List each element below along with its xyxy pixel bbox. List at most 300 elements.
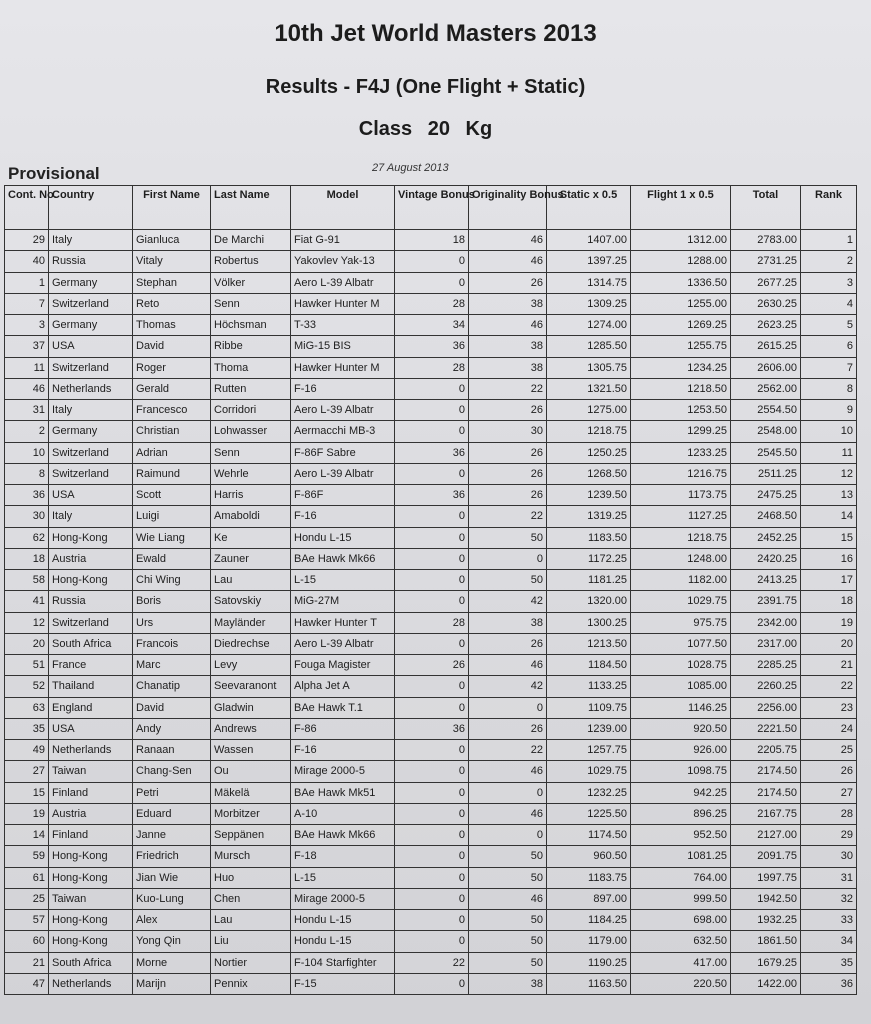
last-name-cell: Mäkelä <box>211 782 291 803</box>
last-name-cell: Senn <box>211 293 291 314</box>
vintage-bonus-cell: 0 <box>395 782 469 803</box>
column-header-rank: Rank <box>801 186 857 230</box>
cont-no-cell: 21 <box>5 952 49 973</box>
originality-bonus-cell: 0 <box>469 548 547 569</box>
rank-cell: 30 <box>801 846 857 867</box>
total-cell: 2554.50 <box>731 400 801 421</box>
first-name-cell: Adrian <box>133 442 211 463</box>
table-row <box>5 463 857 484</box>
last-name-cell: De Marchi <box>211 230 291 251</box>
originality-bonus-cell: 50 <box>469 952 547 973</box>
total-cell: 2731.25 <box>731 251 801 272</box>
table-row <box>5 230 857 251</box>
model-cell: Aero L-39 Albatr <box>291 463 395 484</box>
country-cell: Hong-Kong <box>49 931 133 952</box>
total-cell: 2091.75 <box>731 846 801 867</box>
rank-cell: 28 <box>801 803 857 824</box>
class-value: 20 <box>427 118 450 140</box>
rank-cell: 13 <box>801 485 857 506</box>
total-cell: 2260.25 <box>731 676 801 697</box>
table-row <box>5 803 857 824</box>
model-cell: MiG-27M <box>291 591 395 612</box>
vintage-bonus-cell: 0 <box>395 400 469 421</box>
vintage-bonus-cell: 18 <box>395 230 469 251</box>
total-cell: 2174.50 <box>731 782 801 803</box>
country-cell: Italy <box>49 400 133 421</box>
model-cell: BAe Hawk Mk66 <box>291 548 395 569</box>
static-cell: 1172.25 <box>547 548 631 569</box>
last-name-cell: Senn <box>211 442 291 463</box>
static-cell: 1232.25 <box>547 782 631 803</box>
cont-no-cell: 1 <box>5 272 49 293</box>
total-cell: 2221.50 <box>731 718 801 739</box>
vintage-bonus-cell: 0 <box>395 591 469 612</box>
country-cell: Finland <box>49 782 133 803</box>
cont-no-cell: 41 <box>5 591 49 612</box>
first-name-cell: David <box>133 697 211 718</box>
originality-bonus-cell: 38 <box>469 336 547 357</box>
total-cell: 1422.00 <box>731 973 801 994</box>
country-cell: Netherlands <box>49 740 133 761</box>
static-cell: 1239.50 <box>547 485 631 506</box>
last-name-cell: Thoma <box>211 357 291 378</box>
cont-no-cell: 36 <box>5 485 49 506</box>
static-cell: 1225.50 <box>547 803 631 824</box>
total-cell: 2623.25 <box>731 315 801 336</box>
first-name-cell: Ranaan <box>133 740 211 761</box>
cont-no-cell: 63 <box>5 697 49 718</box>
flight-cell: 1081.25 <box>631 846 731 867</box>
last-name-cell: Lau <box>211 570 291 591</box>
total-cell: 1932.25 <box>731 910 801 931</box>
rank-cell: 2 <box>801 251 857 272</box>
model-cell: BAe Hawk Mk51 <box>291 782 395 803</box>
country-cell: Russia <box>49 591 133 612</box>
first-name-cell: Andy <box>133 718 211 739</box>
country-cell: Switzerland <box>49 463 133 484</box>
cont-no-cell: 47 <box>5 973 49 994</box>
cont-no-cell: 57 <box>5 910 49 931</box>
country-cell: Hong-Kong <box>49 910 133 931</box>
total-cell: 2391.75 <box>731 591 801 612</box>
table-row <box>5 527 857 548</box>
first-name-cell: Janne <box>133 825 211 846</box>
cont-no-cell: 51 <box>5 655 49 676</box>
static-cell: 897.00 <box>547 888 631 909</box>
last-name-cell: Pennix <box>211 973 291 994</box>
static-cell: 1179.00 <box>547 931 631 952</box>
vintage-bonus-cell: 0 <box>395 527 469 548</box>
vintage-bonus-cell: 28 <box>395 612 469 633</box>
table-row <box>5 633 857 654</box>
static-cell: 1257.75 <box>547 740 631 761</box>
cont-no-cell: 60 <box>5 931 49 952</box>
static-cell: 1407.00 <box>547 230 631 251</box>
vintage-bonus-cell: 0 <box>395 548 469 569</box>
static-cell: 1397.25 <box>547 251 631 272</box>
originality-bonus-cell: 50 <box>469 910 547 931</box>
last-name-cell: Amaboldi <box>211 506 291 527</box>
rank-cell: 17 <box>801 570 857 591</box>
rank-cell: 1 <box>801 230 857 251</box>
column-header-model: Model <box>291 186 395 230</box>
total-cell: 2452.25 <box>731 527 801 548</box>
table-row <box>5 761 857 782</box>
model-cell: Alpha Jet A <box>291 676 395 697</box>
last-name-cell: Diedrechse <box>211 633 291 654</box>
table-row <box>5 782 857 803</box>
table-row <box>5 336 857 357</box>
last-name-cell: Ou <box>211 761 291 782</box>
cont-no-cell: 40 <box>5 251 49 272</box>
cont-no-cell: 15 <box>5 782 49 803</box>
originality-bonus-cell: 50 <box>469 931 547 952</box>
table-row <box>5 315 857 336</box>
provisional-label: Provisional <box>8 164 100 183</box>
rank-cell: 10 <box>801 421 857 442</box>
model-cell: L-15 <box>291 867 395 888</box>
last-name-cell: Völker <box>211 272 291 293</box>
flight-cell: 920.50 <box>631 718 731 739</box>
total-cell: 1679.25 <box>731 952 801 973</box>
total-cell: 2420.25 <box>731 548 801 569</box>
model-cell: F-16 <box>291 506 395 527</box>
table-row <box>5 421 857 442</box>
rank-cell: 24 <box>801 718 857 739</box>
class-unit: Kg <box>465 118 493 140</box>
cont-no-cell: 19 <box>5 803 49 824</box>
flight-cell: 1233.25 <box>631 442 731 463</box>
last-name-cell: Höchsman <box>211 315 291 336</box>
originality-bonus-cell: 22 <box>469 506 547 527</box>
static-cell: 1183.75 <box>547 867 631 888</box>
model-cell: BAe Hawk Mk66 <box>291 825 395 846</box>
first-name-cell: Raimund <box>133 463 211 484</box>
flight-cell: 1312.00 <box>631 230 731 251</box>
originality-bonus-cell: 46 <box>469 315 547 336</box>
total-cell: 2256.00 <box>731 697 801 718</box>
country-cell: Switzerland <box>49 612 133 633</box>
model-cell: T-33 <box>291 315 395 336</box>
vintage-bonus-cell: 0 <box>395 697 469 718</box>
total-cell: 2548.00 <box>731 421 801 442</box>
country-cell: Taiwan <box>49 888 133 909</box>
total-cell: 2606.00 <box>731 357 801 378</box>
model-cell: Hondu L-15 <box>291 931 395 952</box>
originality-bonus-cell: 26 <box>469 463 547 484</box>
originality-bonus-cell: 38 <box>469 973 547 994</box>
last-name-cell: Wassen <box>211 740 291 761</box>
country-cell: USA <box>49 485 133 506</box>
table-row <box>5 485 857 506</box>
rank-cell: 21 <box>801 655 857 676</box>
vintage-bonus-cell: 22 <box>395 952 469 973</box>
cont-no-cell: 29 <box>5 230 49 251</box>
static-cell: 1183.50 <box>547 527 631 548</box>
rank-cell: 33 <box>801 910 857 931</box>
cont-no-cell: 30 <box>5 506 49 527</box>
static-cell: 1319.25 <box>547 506 631 527</box>
class-line <box>0 118 851 141</box>
flight-cell: 1029.75 <box>631 591 731 612</box>
model-cell: F-104 Starfighter <box>291 952 395 973</box>
total-cell: 2174.50 <box>731 761 801 782</box>
cont-no-cell: 14 <box>5 825 49 846</box>
total-cell: 2677.25 <box>731 272 801 293</box>
model-cell: F-86 <box>291 718 395 739</box>
vintage-bonus-cell: 0 <box>395 825 469 846</box>
vintage-bonus-cell: 0 <box>395 463 469 484</box>
rank-cell: 9 <box>801 400 857 421</box>
originality-bonus-cell: 26 <box>469 633 547 654</box>
flight-cell: 896.25 <box>631 803 731 824</box>
first-name-cell: Kuo-Lung <box>133 888 211 909</box>
last-name-cell: Chen <box>211 888 291 909</box>
static-cell: 1275.00 <box>547 400 631 421</box>
model-cell: F-16 <box>291 378 395 399</box>
flight-cell: 417.00 <box>631 952 731 973</box>
cont-no-cell: 35 <box>5 718 49 739</box>
model-cell: Aermacchi MB-3 <box>291 421 395 442</box>
cont-no-cell: 20 <box>5 633 49 654</box>
static-cell: 960.50 <box>547 846 631 867</box>
model-cell: Hawker Hunter T <box>291 612 395 633</box>
table-row <box>5 825 857 846</box>
column-header-originality-bonus: Originality Bonus <box>469 186 547 230</box>
first-name-cell: David <box>133 336 211 357</box>
vintage-bonus-cell: 34 <box>395 315 469 336</box>
last-name-cell: Seevaranont <box>211 676 291 697</box>
table-row <box>5 293 857 314</box>
static-cell: 1309.25 <box>547 293 631 314</box>
last-name-cell: Lau <box>211 910 291 931</box>
model-cell: BAe Hawk T.1 <box>291 697 395 718</box>
total-cell: 2127.00 <box>731 825 801 846</box>
flight-cell: 220.50 <box>631 973 731 994</box>
country-cell: Germany <box>49 315 133 336</box>
rank-cell: 26 <box>801 761 857 782</box>
flight-cell: 942.25 <box>631 782 731 803</box>
vintage-bonus-cell: 28 <box>395 357 469 378</box>
originality-bonus-cell: 46 <box>469 655 547 676</box>
static-cell: 1274.00 <box>547 315 631 336</box>
vintage-bonus-cell: 0 <box>395 272 469 293</box>
column-header-total: Total <box>731 186 801 230</box>
table-row <box>5 888 857 909</box>
cont-no-cell: 11 <box>5 357 49 378</box>
rank-cell: 8 <box>801 378 857 399</box>
static-cell: 1181.25 <box>547 570 631 591</box>
rank-cell: 15 <box>801 527 857 548</box>
flight-cell: 1077.50 <box>631 633 731 654</box>
vintage-bonus-cell: 0 <box>395 803 469 824</box>
column-header-flight: Flight 1 x 0.5 <box>631 186 731 230</box>
first-name-cell: Friedrich <box>133 846 211 867</box>
flight-cell: 1253.50 <box>631 400 731 421</box>
flight-cell: 698.00 <box>631 910 731 931</box>
first-name-cell: Morne <box>133 952 211 973</box>
originality-bonus-cell: 42 <box>469 591 547 612</box>
vintage-bonus-cell: 0 <box>395 506 469 527</box>
flight-cell: 1085.00 <box>631 676 731 697</box>
table-body <box>5 230 857 995</box>
table-row <box>5 251 857 272</box>
document-title: 10th Jet World Masters 2013 <box>274 20 597 47</box>
column-header-first-name: First Name <box>133 186 211 230</box>
first-name-cell: Francois <box>133 633 211 654</box>
rank-cell: 19 <box>801 612 857 633</box>
total-cell: 2630.25 <box>731 293 801 314</box>
first-name-cell: Stephan <box>133 272 211 293</box>
originality-bonus-cell: 0 <box>469 697 547 718</box>
rank-cell: 23 <box>801 697 857 718</box>
column-header-country: Country <box>49 186 133 230</box>
originality-bonus-cell: 38 <box>469 357 547 378</box>
rank-cell: 27 <box>801 782 857 803</box>
first-name-cell: Reto <box>133 293 211 314</box>
rank-cell: 18 <box>801 591 857 612</box>
first-name-cell: Alex <box>133 910 211 931</box>
flight-cell: 1248.00 <box>631 548 731 569</box>
static-cell: 1268.50 <box>547 463 631 484</box>
country-cell: Hong-Kong <box>49 846 133 867</box>
cont-no-cell: 59 <box>5 846 49 867</box>
static-cell: 1184.25 <box>547 910 631 931</box>
last-name-cell: Satovskiy <box>211 591 291 612</box>
last-name-cell: Seppänen <box>211 825 291 846</box>
total-cell: 2545.50 <box>731 442 801 463</box>
country-cell: Finland <box>49 825 133 846</box>
flight-cell: 1255.75 <box>631 336 731 357</box>
first-name-cell: Luigi <box>133 506 211 527</box>
flight-cell: 1218.50 <box>631 378 731 399</box>
table-row <box>5 973 857 994</box>
vintage-bonus-cell: 0 <box>395 867 469 888</box>
cont-no-cell: 27 <box>5 761 49 782</box>
vintage-bonus-cell: 0 <box>395 740 469 761</box>
model-cell: Fouga Magister <box>291 655 395 676</box>
vintage-bonus-cell: 0 <box>395 251 469 272</box>
model-cell: Aero L-39 Albatr <box>291 272 395 293</box>
table-row <box>5 378 857 399</box>
vintage-bonus-cell: 28 <box>395 293 469 314</box>
vintage-bonus-cell: 36 <box>395 442 469 463</box>
originality-bonus-cell: 26 <box>469 485 547 506</box>
total-cell: 1861.50 <box>731 931 801 952</box>
static-cell: 1218.75 <box>547 421 631 442</box>
model-cell: Hawker Hunter M <box>291 357 395 378</box>
first-name-cell: Chanatip <box>133 676 211 697</box>
country-cell: Netherlands <box>49 973 133 994</box>
flight-cell: 926.00 <box>631 740 731 761</box>
static-cell: 1184.50 <box>547 655 631 676</box>
static-cell: 1314.75 <box>547 272 631 293</box>
total-cell: 2317.00 <box>731 633 801 654</box>
rank-cell: 11 <box>801 442 857 463</box>
originality-bonus-cell: 26 <box>469 400 547 421</box>
model-cell: Fiat G-91 <box>291 230 395 251</box>
rank-cell: 7 <box>801 357 857 378</box>
country-cell: Hong-Kong <box>49 867 133 888</box>
rank-cell: 12 <box>801 463 857 484</box>
document-subtitle: Results - F4J (One Flight + Static) <box>265 76 586 98</box>
vintage-bonus-cell: 0 <box>395 910 469 931</box>
model-cell: Yakovlev Yak-13 <box>291 251 395 272</box>
table-row <box>5 846 857 867</box>
rank-cell: 22 <box>801 676 857 697</box>
column-header-cont-no: Cont. No. <box>5 186 49 230</box>
country-cell: England <box>49 697 133 718</box>
originality-bonus-cell: 46 <box>469 761 547 782</box>
table-row <box>5 612 857 633</box>
rank-cell: 36 <box>801 973 857 994</box>
table-row <box>5 442 857 463</box>
class-label: Class <box>358 118 413 140</box>
total-cell: 1997.75 <box>731 867 801 888</box>
flight-cell: 1336.50 <box>631 272 731 293</box>
model-cell: Mirage 2000-5 <box>291 888 395 909</box>
flight-cell: 1234.25 <box>631 357 731 378</box>
first-name-cell: Ewald <box>133 548 211 569</box>
country-cell: Austria <box>49 548 133 569</box>
last-name-cell: Liu <box>211 931 291 952</box>
first-name-cell: Petri <box>133 782 211 803</box>
total-cell: 2285.25 <box>731 655 801 676</box>
column-header-static: Static x 0.5 <box>547 186 631 230</box>
vintage-bonus-cell: 36 <box>395 336 469 357</box>
table-row <box>5 740 857 761</box>
static-cell: 1109.75 <box>547 697 631 718</box>
last-name-cell: Wehrle <box>211 463 291 484</box>
rank-cell: 25 <box>801 740 857 761</box>
total-cell: 2468.50 <box>731 506 801 527</box>
column-header-vintage-bonus: Vintage Bonus <box>395 186 469 230</box>
total-cell: 2615.25 <box>731 336 801 357</box>
total-cell: 2783.00 <box>731 230 801 251</box>
first-name-cell: Urs <box>133 612 211 633</box>
last-name-cell: Andrews <box>211 718 291 739</box>
table-row <box>5 591 857 612</box>
static-cell: 1133.25 <box>547 676 631 697</box>
cont-no-cell: 3 <box>5 315 49 336</box>
last-name-cell: Zauner <box>211 548 291 569</box>
first-name-cell: Marijn <box>133 973 211 994</box>
table-row <box>5 548 857 569</box>
last-name-cell: Mursch <box>211 846 291 867</box>
model-cell: Hondu L-15 <box>291 910 395 931</box>
static-cell: 1321.50 <box>547 378 631 399</box>
table-row <box>5 570 857 591</box>
last-name-cell: Lohwasser <box>211 421 291 442</box>
vintage-bonus-cell: 36 <box>395 718 469 739</box>
column-header-last-name: Last Name <box>211 186 291 230</box>
vintage-bonus-cell: 0 <box>395 570 469 591</box>
country-cell: Netherlands <box>49 378 133 399</box>
total-cell: 2205.75 <box>731 740 801 761</box>
country-cell: USA <box>49 336 133 357</box>
country-cell: Hong-Kong <box>49 527 133 548</box>
rank-cell: 3 <box>801 272 857 293</box>
cont-no-cell: 8 <box>5 463 49 484</box>
rank-cell: 14 <box>801 506 857 527</box>
cont-no-cell: 46 <box>5 378 49 399</box>
last-name-cell: Levy <box>211 655 291 676</box>
static-cell: 1174.50 <box>547 825 631 846</box>
country-cell: Hong-Kong <box>49 570 133 591</box>
country-cell: Switzerland <box>49 293 133 314</box>
originality-bonus-cell: 38 <box>469 612 547 633</box>
originality-bonus-cell: 46 <box>469 251 547 272</box>
